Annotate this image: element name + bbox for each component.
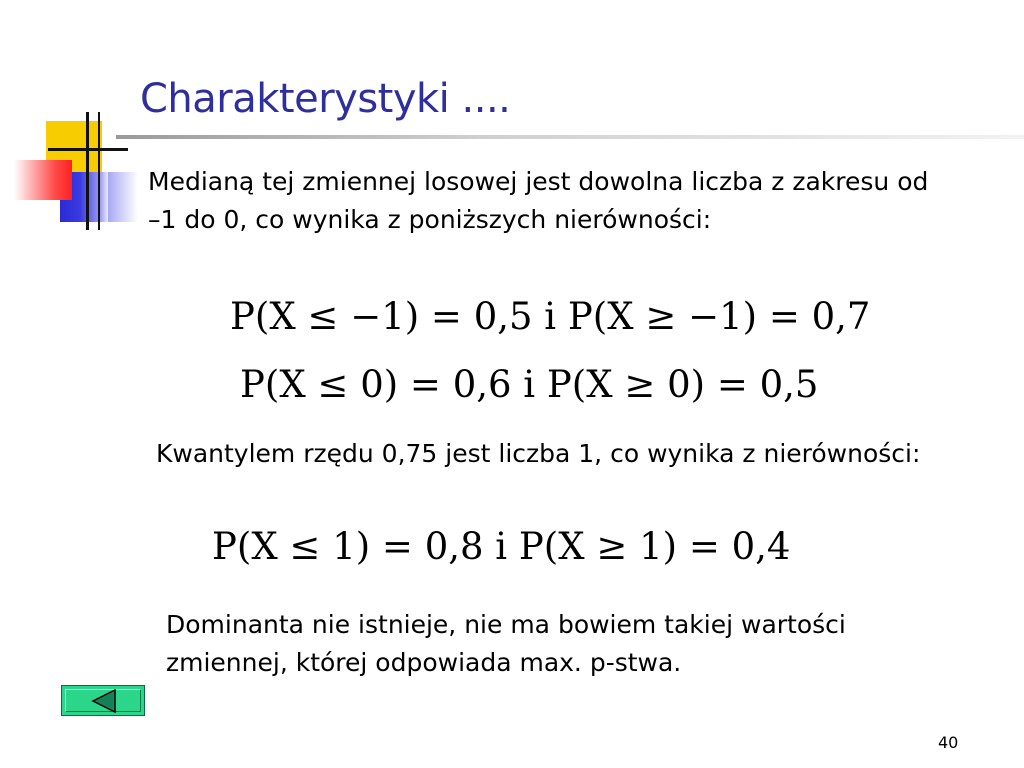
back-button[interactable] [61, 685, 145, 716]
median-formula-1: P(X ≤ −1) = 0,5 i P(X ≥ −1) = 0,7 [230, 295, 871, 338]
decor-blue-fade [108, 172, 138, 222]
decor-vertical-line [86, 112, 89, 230]
decor-vertical-line-2 [98, 112, 100, 230]
mode-paragraph: Dominanta nie istnieje, nie ma bowiem takiej wartości zmiennej, której odpowiada max. p-stwa. [166, 610, 846, 677]
title-underline [116, 135, 1024, 139]
quantile-formula: P(X ≤ 1) = 0,8 i P(X ≥ 1) = 0,4 [212, 525, 791, 568]
decor-horizontal-line [48, 148, 128, 151]
page-number: 40 [938, 733, 959, 752]
median-paragraph: Medianą tej zmiennej losowej jest dowolna liczba z zakresu od –1 do 0, co wynika z poniższych nierówności: [148, 167, 929, 234]
decor-red-square [14, 160, 72, 200]
median-formula-2: P(X ≤ 0) = 0,6 i P(X ≥ 0) = 0,5 [240, 363, 819, 406]
quantile-paragraph: Kwantylem rzędu 0,75 jest liczba 1, co wynika z nierówności: [156, 439, 921, 468]
slide-title: Charakterystyki .... [140, 76, 511, 122]
triangle-left-icon [91, 689, 117, 713]
